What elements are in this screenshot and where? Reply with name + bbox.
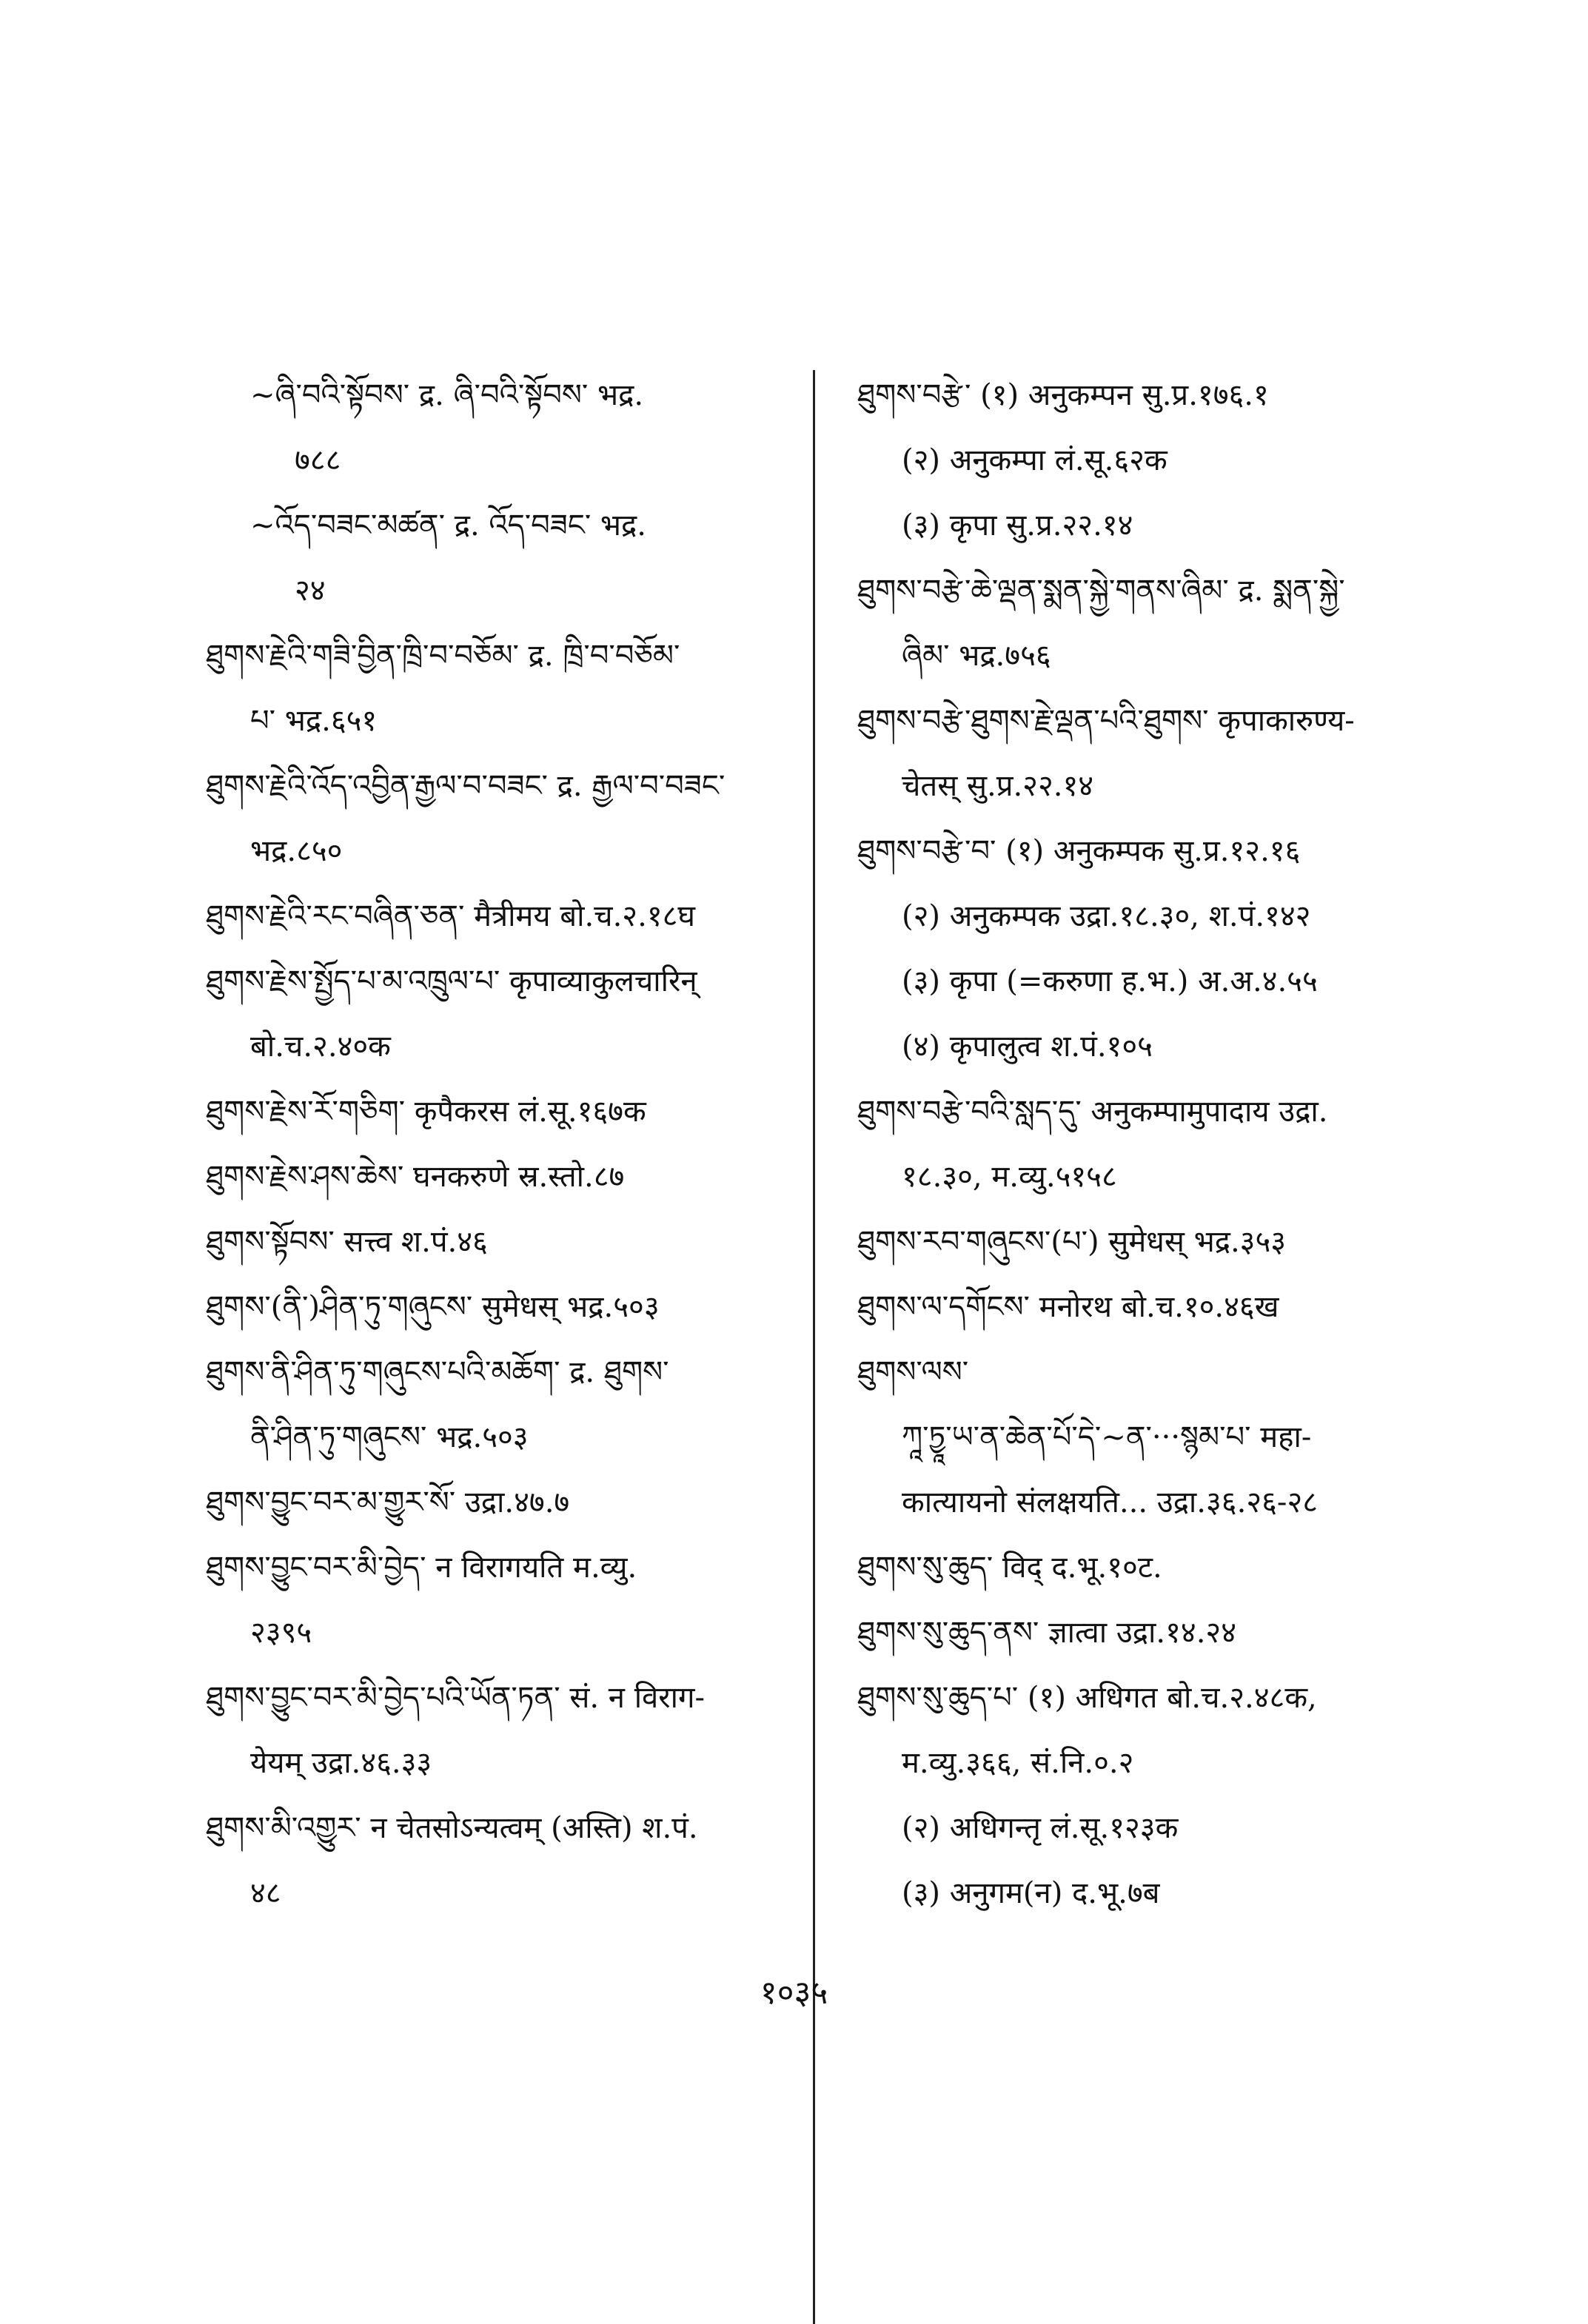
dictionary-entry (206, 493, 798, 623)
entry-text: ཐུགས་བརྩེ་བའི་སླད་དུ་ अनुकम्पामुपादाय उद्रा. (857, 1095, 1328, 1129)
dictionary-entry (857, 1665, 1450, 1796)
entry-text: (३) कृपा (=करुणा ह.भ.) अ.अ.४.५५ (902, 964, 1318, 998)
entry-text: ཐུགས་རབ་གཞུངས་(པ་) सुमेधस् भद्र.३५३ (857, 1225, 1287, 1259)
entry-continuation: १८.३०, म.व्यु.५१५८ (902, 1160, 1117, 1194)
dictionary-entry (857, 1340, 1450, 1405)
entry-text: ཐུགས་བྱུང་བར་མི་བྱེད་པའི་ཡོན་ཏན་ सं. न विराग- (206, 1681, 706, 1715)
dictionary-entry (857, 558, 1450, 688)
entry-text: ཐུགས་(ནི་)ཤིན་ཏུ་གཞུངས་ सुमेधस् भद्र.५०३ (206, 1290, 660, 1324)
entry-text: ཐུགས་རྗེའི་རང་བཞིན་ཅན་ मैत्रीमय बो.च.२.१८घ (206, 899, 696, 933)
dictionary-entry (857, 884, 1450, 949)
entry-text: ~ཞི་བའི་སྟོབས་ द्र. ཞི་བའི་སྟོབས་ भद्र. (250, 378, 644, 412)
dictionary-entry (206, 1144, 798, 1209)
dictionary-entry (206, 1796, 798, 1926)
dictionary-entry (206, 1209, 798, 1274)
left-column (206, 363, 798, 1926)
dictionary-entry (857, 428, 1450, 493)
dictionary-entry (857, 1861, 1450, 1926)
dictionary-entry (206, 1470, 798, 1535)
dictionary-entry (857, 1274, 1450, 1340)
entry-text: ཀཱ་ཏྱཱ་ཡ་ན་ཆེན་པོ་དེ་~ན་···སྙམ་པ་ महा- (902, 1420, 1312, 1454)
dictionary-entry (857, 1014, 1450, 1079)
entry-text: (२) अधिगन्तृ लं.सू.१२३क (902, 1811, 1179, 1845)
dictionary-entry (206, 884, 798, 949)
dictionary-entry (206, 623, 798, 753)
entry-text: ཐུགས་རྗེའི་འོད་འབྱིན་རྒྱལ་བ་བཟང་ द्र. རྒྱལ་བ་བཟང་ (206, 769, 726, 803)
entry-text: ཐུགས་ལ་དགོངས་ मनोरथ बो.च.१०.४६ख (857, 1290, 1279, 1324)
right-column (857, 363, 1450, 1926)
dictionary-entry (206, 753, 798, 884)
entry-text: ~འོད་བཟང་མཚན་ द्र. འོད་བཟང་ भद्र. (250, 508, 647, 543)
entry-continuation: भद्र.८५० (250, 834, 343, 868)
dictionary-entry (857, 1796, 1450, 1861)
dictionary-entry (206, 363, 798, 493)
entry-text: ཐུགས་བརྩེ་བ་ (१) अनुकम्पक सु.प्र.१२.१६ (857, 834, 1301, 868)
dictionary-entry (206, 1535, 798, 1665)
page-number: १०३५ (760, 1974, 828, 2012)
dictionary-entry (857, 1079, 1450, 1209)
entry-continuation: बो.च.२.४०क (250, 1030, 391, 1064)
dictionary-entry (857, 949, 1450, 1014)
entry-text: (२) अनुकम्पा लं.सू.६२क (902, 443, 1167, 477)
dictionary-entry (857, 819, 1450, 884)
entry-text: (३) कृपा सु.प्र.२२.१४ (902, 508, 1133, 543)
entry-text: ཐུགས་བྱུང་བར་མ་གྱུར་སོ་ उद्रा.४७.७ (206, 1485, 570, 1519)
entry-continuation: २३९५ (250, 1616, 312, 1650)
entry-text: ཐུགས་བརྩེ་ཐུགས་རྗེ་ལྡན་པའི་ཐུགས་ कृपाकारुण्य- (857, 704, 1355, 738)
entry-text: ཐུགས་བརྩེ་ (१) अनुकम्पन सु.प्र.१७६.१ (857, 378, 1269, 412)
entry-text: ཐུགས་སུ་ཆུད་ནས་ ज्ञात्वा उद्रा.१४.२४ (857, 1616, 1237, 1650)
dictionary-entry (857, 493, 1450, 558)
entry-continuation: २४ (295, 574, 326, 608)
entry-text: ཐུགས་རྗེས་རོ་གཅིག་ कृपैकरस लं.सू.१६७क (206, 1095, 646, 1129)
entry-text: ཐུགས་བརྩེ་ཆེ་ལྡན་སྨན་སྐྱེ་གནས་ཞིམ་ द्र. སྨན་སྐྱེ་ (857, 574, 1345, 608)
entry-continuation: चेतस् सु.प्र.२२.१४ (902, 769, 1094, 803)
entry-text: ཐུགས་མི་འགྱུར་ न चेतसोऽन्यत्वम् (अस्ति) श.पं. (206, 1811, 698, 1845)
entry-text: ཐུགས་བྱུང་བར་མི་བྱེད་ न विरागयति म.व्यु. (206, 1551, 637, 1585)
dictionary-entry (206, 1079, 798, 1144)
dictionary-entry (206, 1340, 798, 1470)
dictionary-entry (206, 1274, 798, 1340)
dictionary-entry (857, 1470, 1450, 1535)
entry-text: ཐུགས་ནི་ཤིན་ཏུ་གཞུངས་པའི་མཆོག་ द्र. ཐུགས་ (206, 1355, 669, 1389)
entry-text: ཐུགས་རྗེས་སྤྱོད་པ་མ་འཁྲུལ་པ་ कृपाव्याकुलचारिन् (206, 964, 697, 998)
entry-continuation: ७८८ (295, 443, 341, 477)
entry-text: ཐུགས་ལས་ (857, 1355, 969, 1389)
entry-text: ཐུགས་རྗེས་ཤས་ཆེས་ घनकरुणे स्र.स्तो.८७ (206, 1160, 625, 1194)
entry-text: ཐུགས་རྗེའི་གཟི་བྱིན་ཁྲི་བ་བཅོམ་ द्र. ཁྲི་བ་བཅོམ་ (206, 639, 680, 673)
entry-continuation: ཞིམ་ भद्र.७५६ (902, 639, 1051, 673)
dictionary-entry (857, 363, 1450, 428)
dictionary-entry (857, 1405, 1450, 1470)
entry-continuation: ནི་ཤིན་ཏུ་གཞུངས་ भद्र.५०३ (250, 1420, 529, 1454)
entry-continuation: म.व्यु.३६६, सं.नि.०.२ (902, 1746, 1134, 1780)
dictionary-entry (857, 688, 1450, 819)
dictionary-entry (206, 1665, 798, 1796)
dictionary-entry (206, 949, 798, 1079)
entry-text: (४) कृपालुत्व श.पं.१०५ (902, 1030, 1153, 1064)
dictionary-entry (857, 1600, 1450, 1665)
entry-continuation: པ་ भद्र.६५१ (250, 704, 378, 738)
entry-text: ཐུགས་སྟོབས་ सत्त्व श.पं.४६ (206, 1225, 488, 1259)
column-divider (813, 370, 815, 2324)
entry-text: ཐུགས་སུ་ཆུད་ विद् द.भू.१०ट. (857, 1551, 1162, 1585)
entry-text: कात्यायनो संलक्षयति... उद्रा.३६.२६-२८ (902, 1485, 1319, 1519)
dictionary-entry (857, 1209, 1450, 1274)
entry-continuation: ४८ (250, 1876, 281, 1910)
entry-continuation: येयम् उद्रा.४६.३३ (250, 1746, 432, 1780)
entry-text: (२) अनुकम्पक उद्रा.१८.३०, श.पं.१४२ (902, 899, 1311, 933)
dictionary-entry (857, 1535, 1450, 1600)
entry-text: ཐུགས་སུ་ཆུད་པ་ (१) अधिगत बो.च.२.४८क, (857, 1681, 1317, 1715)
entry-text: (३) अनुगम(न) द.भू.७ब (902, 1876, 1160, 1910)
